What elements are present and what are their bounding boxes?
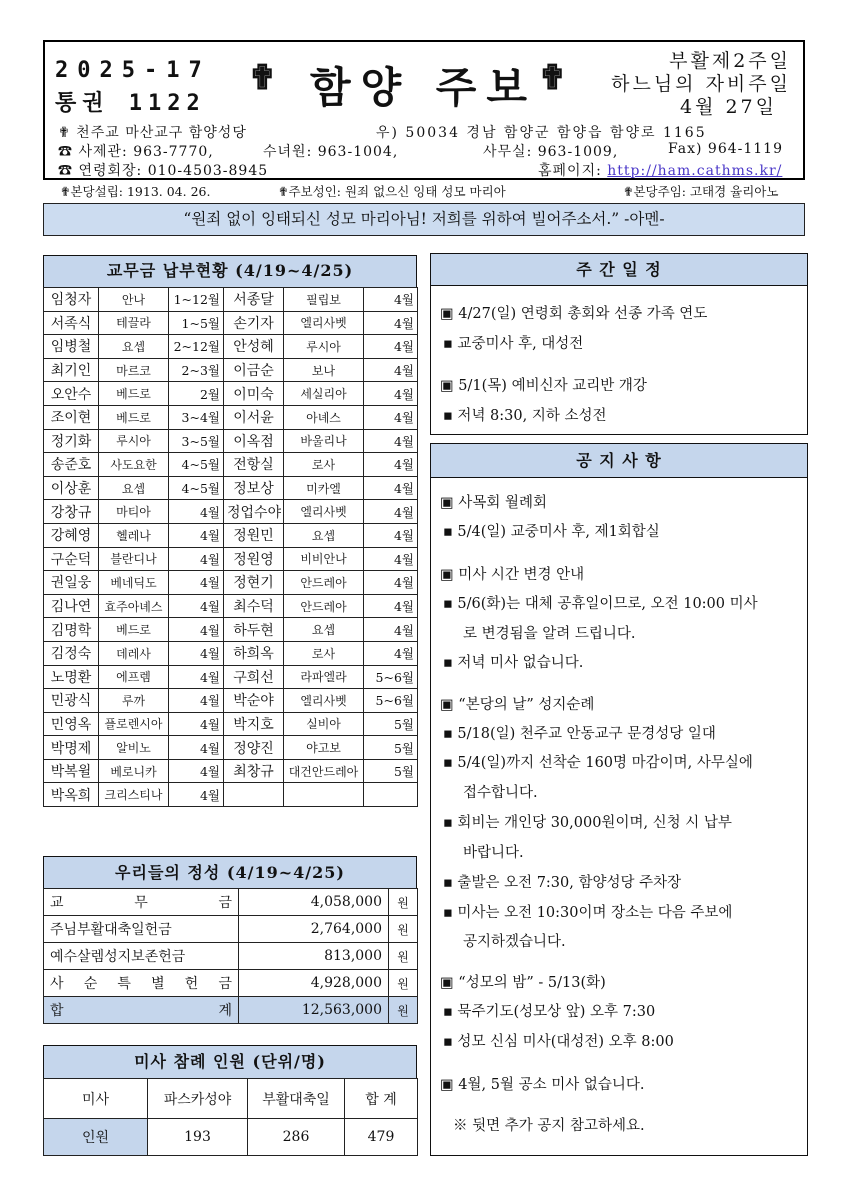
donor-name: 박옥희 — [44, 783, 99, 807]
notice-item: ▪ 5/4(일)까지 선착순 160명 마감이며, 사무실에 — [443, 755, 753, 771]
baptismal-name: 엘리사벳 — [284, 311, 364, 335]
baptismal-name: 안드레아 — [284, 571, 364, 595]
dues-row — [44, 453, 418, 477]
notice-item: ▣ “본당의 날” 성지순례 — [440, 697, 595, 713]
donor-name: 박복윌 — [44, 759, 99, 783]
donor-name — [224, 783, 284, 807]
donor-name: 구순덕 — [44, 547, 99, 571]
dues-row — [44, 689, 418, 713]
paid-months: 4월 — [364, 288, 418, 312]
paid-months: 5월 — [364, 759, 418, 783]
notice-item: ▣ “성모의 밤” - 5/13(화) — [440, 975, 606, 991]
dues-row — [44, 358, 418, 382]
paid-months: 4월 — [169, 665, 224, 689]
phone-office: 사무실: 963-1009, — [483, 144, 619, 160]
paid-months: 5월 — [364, 712, 418, 736]
dues-row — [44, 311, 418, 335]
notice-item: ▣ 미사 시간 변경 안내 — [440, 567, 585, 583]
baptismal-name — [284, 783, 364, 807]
paid-months: 4월 — [169, 712, 224, 736]
notice-item: ▪ 저녁 미사 없습니다. — [443, 655, 584, 671]
paid-months: 4월 — [364, 429, 418, 453]
baptismal-name: 알비노 — [99, 736, 169, 760]
paid-months: 1~12월 — [169, 288, 224, 312]
baptismal-name: 블란디나 — [99, 547, 169, 571]
liturgy-line-2: 하느님의 자비주일 — [611, 73, 791, 95]
paid-months: 2월 — [169, 382, 224, 406]
donor-name: 하희옥 — [224, 641, 284, 665]
parish-name: ✟ 천주교 마산교구 함양성당 — [58, 125, 247, 141]
offering-row — [44, 970, 418, 997]
patron-saint: ✟주보성인: 원죄 없으신 잉태 성모 마리아 — [278, 184, 506, 199]
baptismal-name: 요셉 — [99, 335, 169, 359]
mass-table — [43, 1078, 418, 1156]
donor-name: 정원영 — [224, 547, 284, 571]
donor-name: 이금순 — [224, 358, 284, 382]
donor-name: 최수덕 — [224, 594, 284, 618]
baptismal-name: 루시아 — [284, 335, 364, 359]
donor-name: 강창규 — [44, 500, 99, 524]
baptismal-name: 플로렌시아 — [99, 712, 169, 736]
dues-row — [44, 641, 418, 665]
baptismal-name: 아녜스 — [284, 405, 364, 429]
notice-item: ▪ 5/6(화)는 대체 공휴일이므로, 오전 10:00 미사 — [443, 596, 758, 612]
issue-number: 2025-17 — [55, 58, 211, 83]
donor-name: 김정숙 — [44, 641, 99, 665]
baptismal-name: 야고보 — [284, 736, 364, 760]
mass-header: 부활대축일 — [248, 1079, 345, 1119]
baptismal-name: 엘리사벳 — [284, 689, 364, 713]
donor-name: 이옥점 — [224, 429, 284, 453]
donor-name: 강혜영 — [44, 523, 99, 547]
dues-row — [44, 382, 418, 406]
paid-months: 3~5월 — [169, 429, 224, 453]
schedule-item: ▣ 5/1(목) 예비신자 교리반 개강 — [440, 378, 647, 394]
dues-table — [43, 287, 418, 807]
liturgy-line-1: 부활제2주일 — [669, 50, 791, 72]
baptismal-name: 미카엘 — [284, 476, 364, 500]
notice-item: ▪ 회비는 개인당 30,000원이며, 신청 시 납부 — [443, 815, 732, 831]
donor-name: 오안수 — [44, 382, 99, 406]
council-phone: ☎ 연령회장: 010-4503-8945 — [58, 163, 269, 179]
paid-months: 3~4월 — [169, 405, 224, 429]
phone-rectory: ☎ 사제관: 963-7770, — [58, 144, 214, 160]
dues-row — [44, 429, 418, 453]
baptismal-name: 사도요한 — [99, 453, 169, 477]
donor-name: 민영옥 — [44, 712, 99, 736]
baptismal-name: 마르코 — [99, 358, 169, 382]
cross-icon-left: ✟ — [248, 58, 277, 98]
donor-name: 손기자 — [224, 311, 284, 335]
paid-months: 4월 — [169, 689, 224, 713]
paid-months: 4월 — [364, 641, 418, 665]
paid-months: 4월 — [169, 523, 224, 547]
currency-unit: 원 — [389, 997, 418, 1024]
notice-item: ▪ 5/4(일) 교중미사 후, 제1회합실 — [443, 524, 660, 540]
offerings-title: 우리들의 정성 (4/19~4/25) — [44, 857, 416, 889]
paid-months: 4월 — [169, 594, 224, 618]
fax-number: Fax) 964-1119 — [668, 141, 783, 157]
paid-months: 4월 — [364, 594, 418, 618]
baptismal-name: 베드로 — [99, 382, 169, 406]
mass-header: 합 계 — [345, 1079, 418, 1119]
donor-name: 안성혜 — [224, 335, 284, 359]
notice-item: 공지하겠습니다. — [463, 934, 566, 950]
paid-months: 4월 — [364, 476, 418, 500]
baptismal-name: 효주아녜스 — [99, 594, 169, 618]
notice-item: ▣ 4월, 5월 공소 미사 없습니다. — [440, 1077, 645, 1093]
paid-months: 4~5월 — [169, 453, 224, 477]
donor-name: 권일웅 — [44, 571, 99, 595]
paid-months: 4월 — [169, 783, 224, 807]
baptismal-name: 베드로 — [99, 405, 169, 429]
offering-amount: 2,764,000 — [239, 916, 389, 943]
paid-months: 4월 — [364, 358, 418, 382]
dues-row — [44, 618, 418, 642]
liturgical-day — [596, 50, 791, 119]
notice-item: ▪ 5/18(일) 천주교 안동교구 문경성당 일대 — [443, 726, 716, 742]
paid-months: 4월 — [169, 736, 224, 760]
paid-months: 4월 — [364, 311, 418, 335]
notice-item: 바랍니다. — [463, 845, 524, 861]
baptismal-name: 요셉 — [99, 476, 169, 500]
baptismal-name: 크리스티나 — [99, 783, 169, 807]
paid-months: 4월 — [169, 641, 224, 665]
donor-name: 최창규 — [224, 759, 284, 783]
schedule-item: ▪ 저녁 8:30, 지하 소성전 — [443, 408, 607, 424]
mass-header: 파스카성야 — [148, 1079, 248, 1119]
donor-name: 구희선 — [224, 665, 284, 689]
donor-name: 서족식 — [44, 311, 99, 335]
mass-header: 미사 — [44, 1079, 148, 1119]
offering-amount: 813,000 — [239, 943, 389, 970]
dues-row — [44, 500, 418, 524]
baptismal-name: 비비안나 — [284, 547, 364, 571]
donor-name: 전항실 — [224, 453, 284, 477]
donor-name: 정기화 — [44, 429, 99, 453]
paid-months: 4월 — [169, 547, 224, 571]
mass-panel — [43, 1045, 417, 1079]
dues-row — [44, 759, 418, 783]
offering-row — [44, 889, 418, 916]
notice-item: ▪ 출발은 오전 7:30, 함양성당 주차장 — [443, 875, 682, 891]
donor-name: 박순야 — [224, 689, 284, 713]
notice-item: ※ 뒷면 추가 공지 참고하세요. — [453, 1118, 645, 1134]
donor-name: 서종달 — [224, 288, 284, 312]
donor-name: 정원민 — [224, 523, 284, 547]
paid-months: 4월 — [364, 500, 418, 524]
founded-date: ✟본당설립: 1913. 04. 26. — [60, 184, 211, 199]
dues-row — [44, 665, 418, 689]
notice-item: 로 변경됨을 알려 드립니다. — [463, 626, 636, 642]
mass-count: 193 — [148, 1119, 248, 1156]
paid-months: 4월 — [364, 405, 418, 429]
baptismal-name: 로사 — [284, 453, 364, 477]
parish-address: 우) 50034 경남 함양군 함양읍 함양로 1165 — [376, 125, 707, 141]
bulletin-title: 함양 주보 — [310, 63, 537, 112]
baptismal-name: 마티아 — [99, 500, 169, 524]
offering-amount: 12,563,000 — [239, 997, 389, 1024]
donor-name: 송준호 — [44, 453, 99, 477]
notices-title: 공 지 사 항 — [431, 444, 807, 478]
baptismal-name: 세실리아 — [284, 382, 364, 406]
paid-months: 2~12월 — [169, 335, 224, 359]
offering-label: 합 계 — [44, 997, 239, 1024]
dues-row — [44, 547, 418, 571]
currency-unit: 원 — [389, 970, 418, 997]
offerings-table — [43, 888, 418, 1024]
offerings-panel — [43, 856, 417, 889]
donor-name: 이서윤 — [224, 405, 284, 429]
paid-months: 4월 — [364, 335, 418, 359]
paid-months: 5월 — [364, 736, 418, 760]
baptismal-name: 라파엘라 — [284, 665, 364, 689]
donor-name: 김나연 — [44, 594, 99, 618]
donor-name: 정보상 — [224, 476, 284, 500]
donor-name: 하두현 — [224, 618, 284, 642]
dues-row — [44, 736, 418, 760]
baptismal-name: 베네딕도 — [99, 571, 169, 595]
baptismal-name: 엘리사벳 — [284, 500, 364, 524]
paid-months — [364, 783, 418, 807]
offering-row — [44, 916, 418, 943]
mass-total: 479 — [345, 1119, 418, 1156]
paid-months: 4월 — [364, 382, 418, 406]
baptismal-name: 요셉 — [284, 523, 364, 547]
baptismal-name: 테끌라 — [99, 311, 169, 335]
paid-months: 4월 — [169, 618, 224, 642]
donor-name: 이상훈 — [44, 476, 99, 500]
schedule-item: ▣ 4/27(일) 연령회 총회와 선종 가족 연도 — [440, 306, 708, 322]
paid-months: 4월 — [169, 571, 224, 595]
notice-item: ▪ 성모 신심 미사(대성전) 오후 8:00 — [443, 1034, 674, 1050]
offering-label: 사 순 특 별 헌 금 — [44, 970, 239, 997]
offering-label: 예수살렘성지보존헌금 — [44, 943, 239, 970]
issue-total: 통권 1122 — [55, 91, 206, 116]
offering-label: 교 무 금 — [44, 889, 239, 916]
donor-name: 김명학 — [44, 618, 99, 642]
paid-months: 5~6월 — [364, 689, 418, 713]
homepage-link[interactable]: http://ham.cathms.kr/ — [607, 163, 783, 179]
donor-name: 정현기 — [224, 571, 284, 595]
dues-row — [44, 335, 418, 359]
dues-row — [44, 523, 418, 547]
donor-name: 최기인 — [44, 358, 99, 382]
cross-icon-right: ✟ — [538, 58, 567, 98]
schedule-title: 주 간 일 정 — [431, 254, 807, 286]
donor-name: 임청자 — [44, 288, 99, 312]
donor-name: 박명제 — [44, 736, 99, 760]
baptismal-name: 실비아 — [284, 712, 364, 736]
mass-title: 미사 참례 인원 (단위/명) — [44, 1046, 416, 1079]
paid-months: 2~3월 — [169, 358, 224, 382]
baptismal-name: 안드레아 — [284, 594, 364, 618]
donor-name: 박지호 — [224, 712, 284, 736]
pastor-name: ✟본당주임: 고태경 율리아노 — [623, 184, 779, 199]
baptismal-name: 루까 — [99, 689, 169, 713]
donor-name: 노명환 — [44, 665, 99, 689]
donor-name: 정양진 — [224, 736, 284, 760]
dues-panel — [43, 255, 417, 287]
paid-months: 4월 — [169, 759, 224, 783]
baptismal-name: 베드로 — [99, 618, 169, 642]
donor-name: 이미숙 — [224, 382, 284, 406]
offering-label: 주님부활대축일헌금 — [44, 916, 239, 943]
baptismal-name: 요셉 — [284, 618, 364, 642]
liturgy-line-3: 4월 27일 — [679, 96, 777, 118]
currency-unit: 원 — [389, 943, 418, 970]
baptismal-name: 베로니카 — [99, 759, 169, 783]
baptismal-name: 헬레나 — [99, 523, 169, 547]
offering-row — [44, 997, 418, 1024]
baptismal-name: 로사 — [284, 641, 364, 665]
paid-months: 4월 — [364, 453, 418, 477]
notice-item: 접수합니다. — [463, 785, 538, 801]
homepage-label: 홈페이지: — [538, 163, 602, 179]
mass-count: 286 — [248, 1119, 345, 1156]
baptismal-name: 안나 — [99, 288, 169, 312]
notice-item: ▪ 미사는 오전 10:30이며 장소는 다음 주보에 — [443, 905, 733, 921]
dues-row — [44, 783, 418, 807]
donor-name: 정업수야 — [224, 500, 284, 524]
dues-row — [44, 405, 418, 429]
paid-months: 5~6월 — [364, 665, 418, 689]
paid-months: 4월 — [364, 547, 418, 571]
offering-amount: 4,058,000 — [239, 889, 389, 916]
currency-unit: 원 — [389, 916, 418, 943]
dues-row — [44, 571, 418, 595]
dues-row — [44, 476, 418, 500]
donor-name: 조이현 — [44, 405, 99, 429]
paid-months: 4월 — [169, 500, 224, 524]
baptismal-name: 보나 — [284, 358, 364, 382]
baptismal-name: 대건안드레아 — [284, 759, 364, 783]
baptismal-name: 바울리나 — [284, 429, 364, 453]
baptismal-name: 루시아 — [99, 429, 169, 453]
donor-name: 민광식 — [44, 689, 99, 713]
prayer-banner: “원죄 없이 잉태되신 성모 마리아님! 저희를 위하여 빌어주소서.” -아멘- — [43, 203, 805, 236]
offering-row — [44, 943, 418, 970]
dues-row — [44, 712, 418, 736]
notice-item: ▣ 사목회 월례회 — [440, 495, 547, 511]
mass-row-label: 인원 — [44, 1119, 148, 1156]
paid-months: 4월 — [364, 523, 418, 547]
notice-item: ▪ 묵주기도(성모상 앞) 오후 7:30 — [443, 1004, 656, 1020]
paid-months: 4~5월 — [169, 476, 224, 500]
currency-unit: 원 — [389, 889, 418, 916]
dues-row — [44, 594, 418, 618]
paid-months: 4월 — [364, 618, 418, 642]
dues-row — [44, 288, 418, 312]
phone-convent: 수녀원: 963-1004, — [263, 144, 399, 160]
dues-title: 교무금 납부현황 (4/19~4/25) — [44, 256, 416, 287]
baptismal-name: 필립보 — [284, 288, 364, 312]
paid-months: 1~5월 — [169, 311, 224, 335]
schedule-item: ▪ 교중미사 후, 대성전 — [443, 336, 584, 352]
donor-name: 임병철 — [44, 335, 99, 359]
paid-months: 4월 — [364, 571, 418, 595]
homepage — [538, 160, 782, 180]
baptismal-name: 에프렘 — [99, 665, 169, 689]
offering-amount: 4,928,000 — [239, 970, 389, 997]
baptismal-name: 데레사 — [99, 641, 169, 665]
